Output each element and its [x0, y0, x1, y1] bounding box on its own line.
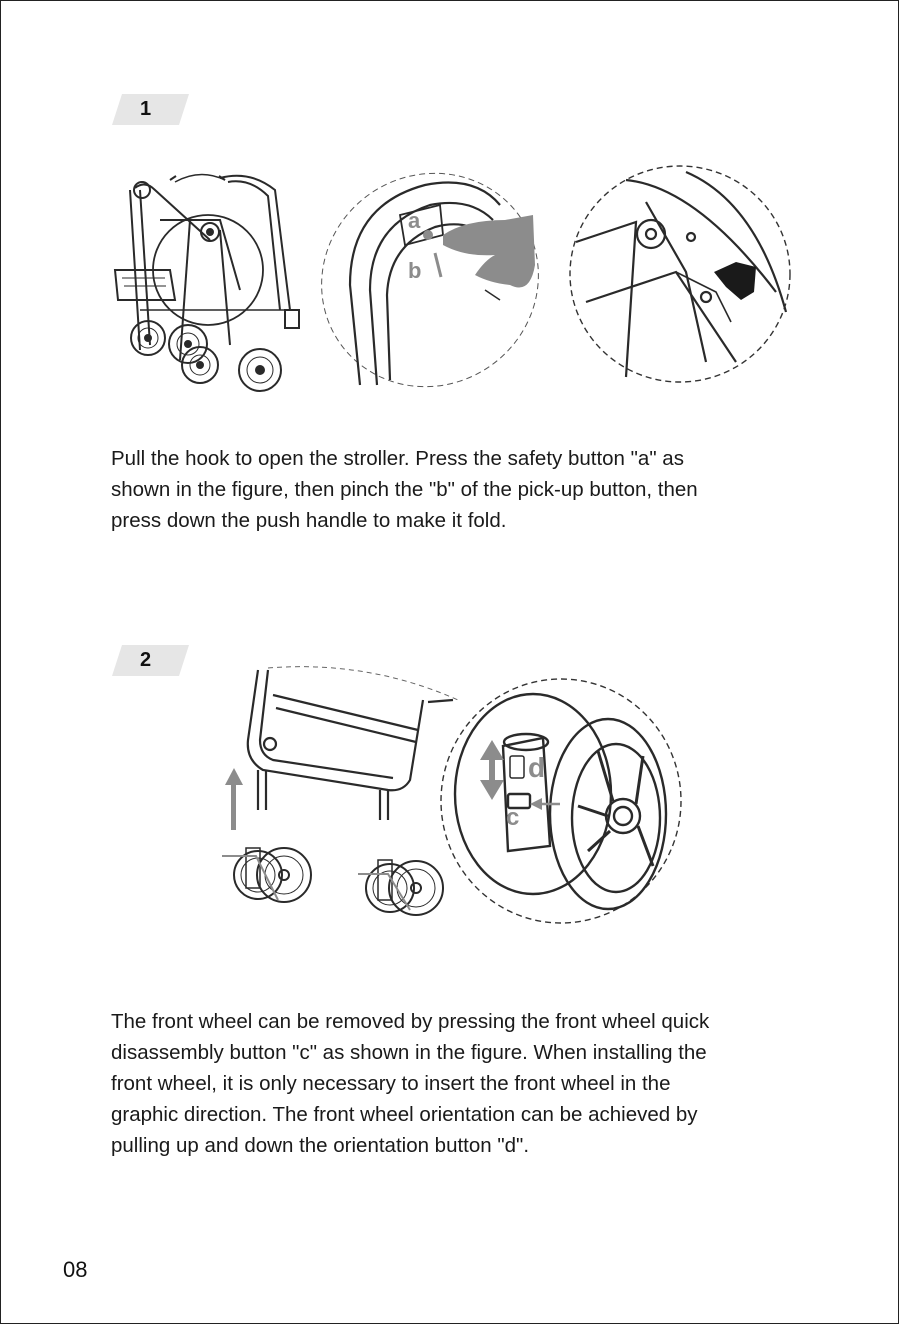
step-1-line: Pull the hook to open the stroller. Press the safety button "a" as — [111, 447, 684, 470]
step-2-line: pulling up and down the orientation button "d". — [111, 1134, 530, 1157]
callout-a: a — [408, 208, 421, 233]
callout-d: d — [528, 752, 546, 783]
step-2-line: front wheel, it is only necessary to insert the front wheel in the — [111, 1072, 671, 1095]
wheel-button-closeup — [438, 676, 684, 926]
step-2-number: 2 — [140, 649, 152, 671]
folded-stroller-illustration — [100, 160, 310, 400]
front-wheel-removal-illustration — [218, 660, 468, 935]
step-1-number: 1 — [140, 98, 152, 120]
handle-button-closeup — [315, 165, 545, 395]
step-2-line: graphic direction. The front wheel orientation can be achieved by — [111, 1103, 698, 1126]
step-2-line: The front wheel can be removed by pressing the front wheel quick — [111, 1010, 710, 1033]
step-2-line: disassembly button "c" as shown in the figure. When installing the — [111, 1041, 707, 1064]
step-1-line: shown in the figure, then pinch the "b" of the pick-up button, then — [111, 478, 698, 501]
step-1-instructions — [111, 443, 791, 536]
step-2-instructions — [111, 1006, 791, 1161]
callout-b: b — [408, 258, 422, 283]
step-1-badge — [112, 94, 186, 124]
step-1-line: press down the push handle to make it fold. — [111, 509, 507, 532]
step-2-badge — [112, 645, 186, 675]
callout-c: c — [506, 804, 520, 831]
page-number: 08 — [63, 1257, 88, 1282]
hook-detail-closeup — [566, 162, 794, 386]
